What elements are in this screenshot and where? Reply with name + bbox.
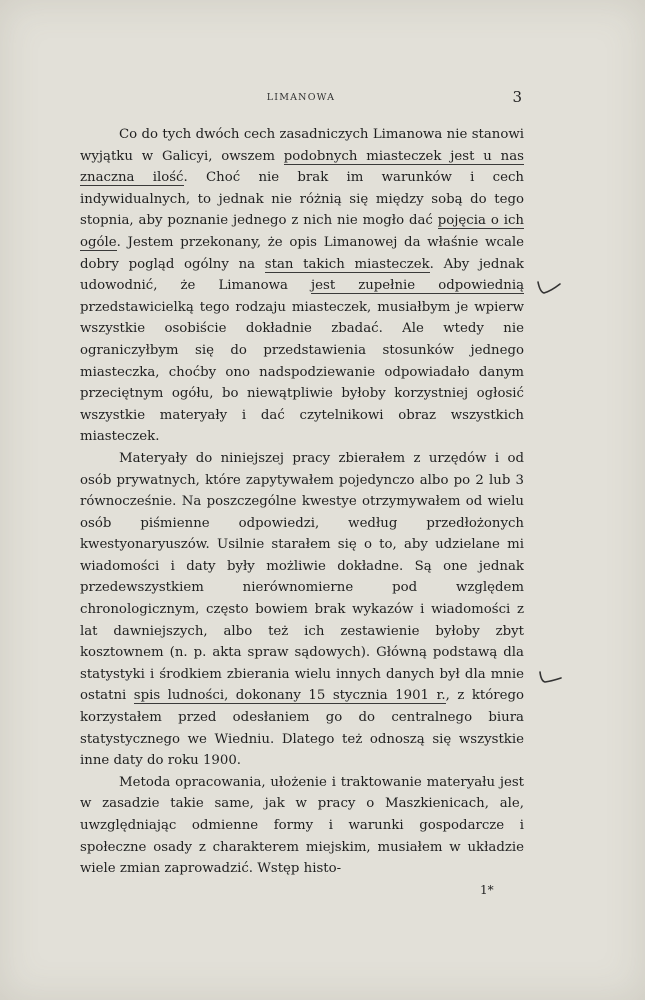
check-mark-icon — [536, 668, 564, 688]
text-run: Materyały do niniejszej pracy zbierałem z urzędów i od osób prywatnych, które zapytywałem pojedynczo albo po 2 lub 3 równocześnie. Na poszczególne kwestye otrzymywałem od wielu osób piśmienne odpowiedzi, według przedłożonych kwestyonaryuszów. Usilnie starałem się o to, aby udzielane mi wiadomości i daty były możliwie dokładne. Są one jednak przedewszystkiem nierównomierne pod względem chronologicznym, często bowiem brak wykazów i wiadomości z lat dawniejszych, albo też ich zestawienie byłoby zbyt kosztownem (n. p. akta spraw sądowych). Główną podstawą dla statystyki i środkiem zbierania wielu innych danych był dla mnie ostatni — [80, 450, 524, 704]
underlined-phrase: pojęcia o ich ogóle — [80, 213, 525, 250]
running-title: LIMANOWA — [266, 92, 336, 103]
text-run: . Aby jednak udowodnić, że Limanowa — [80, 256, 524, 294]
underlined-phrase: stan takich miasteczek — [264, 256, 430, 272]
text-run: . Jestem przekonany, że opis Limanowej da właśnie wcale dobry pogląd ogólny na — [80, 234, 524, 272]
sheet-signature: 1* — [480, 883, 494, 897]
text-run: , z którego korzystałem przed odesłaniem go do centralnego biura statystycznego we Wiedniu. Dlatego też odnoszą się wszystkie inne daty do roku 1900. — [80, 688, 524, 769]
underlined-phrase: spis ludności, dokonany 15 stycznia 1901 r. — [133, 688, 446, 704]
text-run: . Choć nie brak im warunków i cech indywidualnych, to jednak nie różnią się między sobą do tego stopnia, aby poznanie jednego z nich nie mogło dać — [80, 170, 524, 229]
underlined-phrase: jest zupełnie odpowiednią — [311, 278, 524, 294]
text-run: przedstawicielką tego rodzaju miasteczek, musiałbym je wpierw wszystkie osobiście dokładnie zbadać. Ale wtedy nie ograniczyłbym się do przedstawienia stosunków jednego miasteczka, choćby ono nadspodziewanie odpowiadało danym przeciętnym ogółu, bo niewątpliwie byłoby korzystniej ogłosić wszystkie materyały i dać czytelnikowi obraz wszystkich miasteczek. — [80, 299, 524, 445]
page-header — [80, 90, 522, 110]
body-text — [80, 124, 524, 880]
underlined-phrase: podobnych miasteczek jest u nas znaczna ilość — [80, 148, 524, 186]
text-run: Co do tych dwóch cech zasadniczych Limanowa nie stanowi wyjątku w Galicyi, owszem — [80, 127, 524, 164]
paragraph — [80, 448, 524, 772]
paragraph — [80, 772, 524, 880]
page-number: 3 — [512, 88, 522, 106]
paragraph — [80, 124, 524, 448]
text-run: Metoda opracowania, ułożenie i traktowanie materyału jest w zasadzie takie same, jak w pracy o Maszkienicach, ale, uwzględniając odmienne formy i warunki gospodarcze i społeczne osady z charakterem miejskim, musiałem w układzie wiele zmian zaprowadzić. Wstęp histo- — [80, 774, 524, 877]
check-mark-icon — [535, 278, 563, 298]
